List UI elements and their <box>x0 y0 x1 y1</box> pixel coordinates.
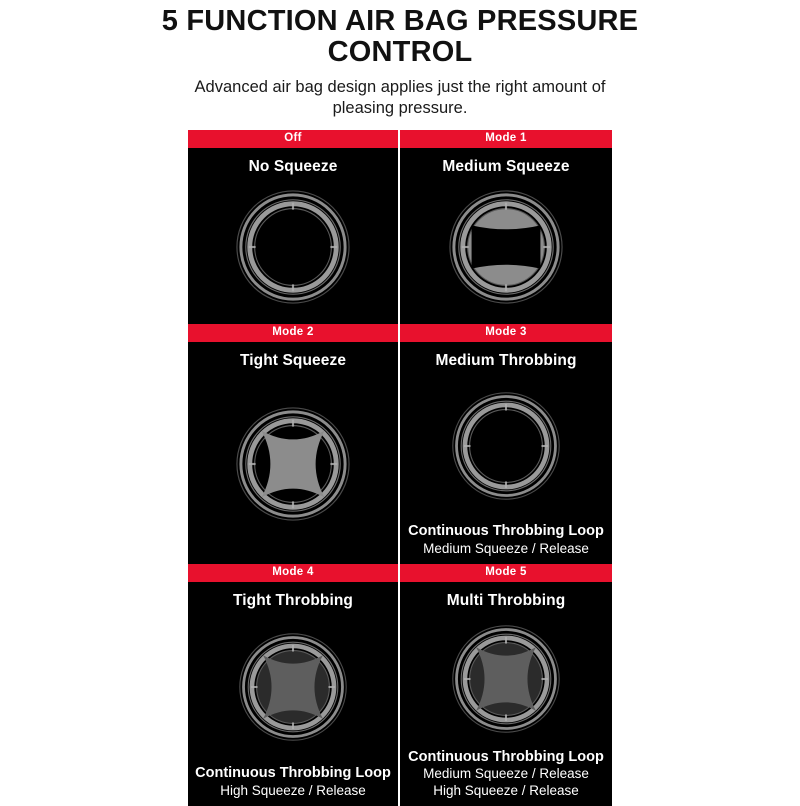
page-subtitle: Advanced air bag design applies just the right amount of pleasing pressure. <box>194 77 606 117</box>
mode-cell-mode-4 <box>188 564 400 806</box>
caption-sub: Medium Squeeze / Release <box>423 541 589 557</box>
mode-bar-label: Mode 4 <box>188 564 398 582</box>
mode-cell-mode-5 <box>400 564 612 806</box>
mode-bar-label: Mode 1 <box>400 130 612 148</box>
caption-sub: Medium Squeeze / Release High Squeeze / Release <box>423 766 589 799</box>
air-bag-ring-tight-icon <box>234 405 352 523</box>
mode-cell-mode-3 <box>400 324 612 564</box>
mode-panel <box>400 582 612 806</box>
mode-title: Multi Throbbing <box>446 592 566 609</box>
mode-bar-label: Mode 5 <box>400 564 612 582</box>
mode-panel <box>188 582 398 806</box>
mode-caption <box>400 749 612 806</box>
mode-title: No Squeeze <box>248 158 338 175</box>
mode-panel <box>400 148 612 324</box>
mode-title: Tight Squeeze <box>239 352 347 369</box>
air-bag-ring-multi-throb-icon <box>450 623 562 735</box>
mode-bar-label: Off <box>188 130 398 148</box>
mode-title: Medium Squeeze <box>442 158 570 175</box>
mode-grid <box>188 130 612 806</box>
mode-bar-label: Mode 3 <box>400 324 612 342</box>
caption-main: Continuous Throbbing Loop <box>195 765 391 782</box>
mode-row <box>188 324 612 564</box>
mode-row <box>188 130 612 324</box>
ring-art-wrap <box>188 609 398 765</box>
mode-title: Medium Throbbing <box>435 352 577 369</box>
air-bag-ring-medium-icon <box>447 188 565 306</box>
ring-art-wrap <box>400 609 612 749</box>
air-bag-ring-tight-throb-icon <box>237 631 349 743</box>
caption-main: Continuous Throbbing Loop <box>408 523 604 540</box>
mode-panel <box>400 342 612 564</box>
ring-art-wrap <box>188 175 398 318</box>
mode-cell-mode-1 <box>400 130 612 324</box>
ring-art-wrap <box>400 175 612 318</box>
mode-cell-mode-2 <box>188 324 400 564</box>
page-title: 5 FUNCTION AIR BAG PRESSURE CONTROL <box>161 5 639 69</box>
mode-title: Tight Throbbing <box>232 592 353 609</box>
air-bag-ring-open-icon <box>234 188 352 306</box>
air-bag-ring-open-throb-icon <box>450 390 562 502</box>
ring-art-wrap <box>188 369 398 558</box>
mode-panel <box>188 342 398 564</box>
header <box>0 0 800 119</box>
mode-panel <box>188 148 398 324</box>
mode-row <box>188 564 612 806</box>
caption-main: Continuous Throbbing Loop <box>408 748 604 765</box>
mode-cell-off <box>188 130 400 324</box>
ring-art-wrap <box>400 369 612 523</box>
mode-bar-label: Mode 2 <box>188 324 398 342</box>
mode-caption <box>400 523 612 564</box>
caption-sub: High Squeeze / Release <box>220 783 366 799</box>
